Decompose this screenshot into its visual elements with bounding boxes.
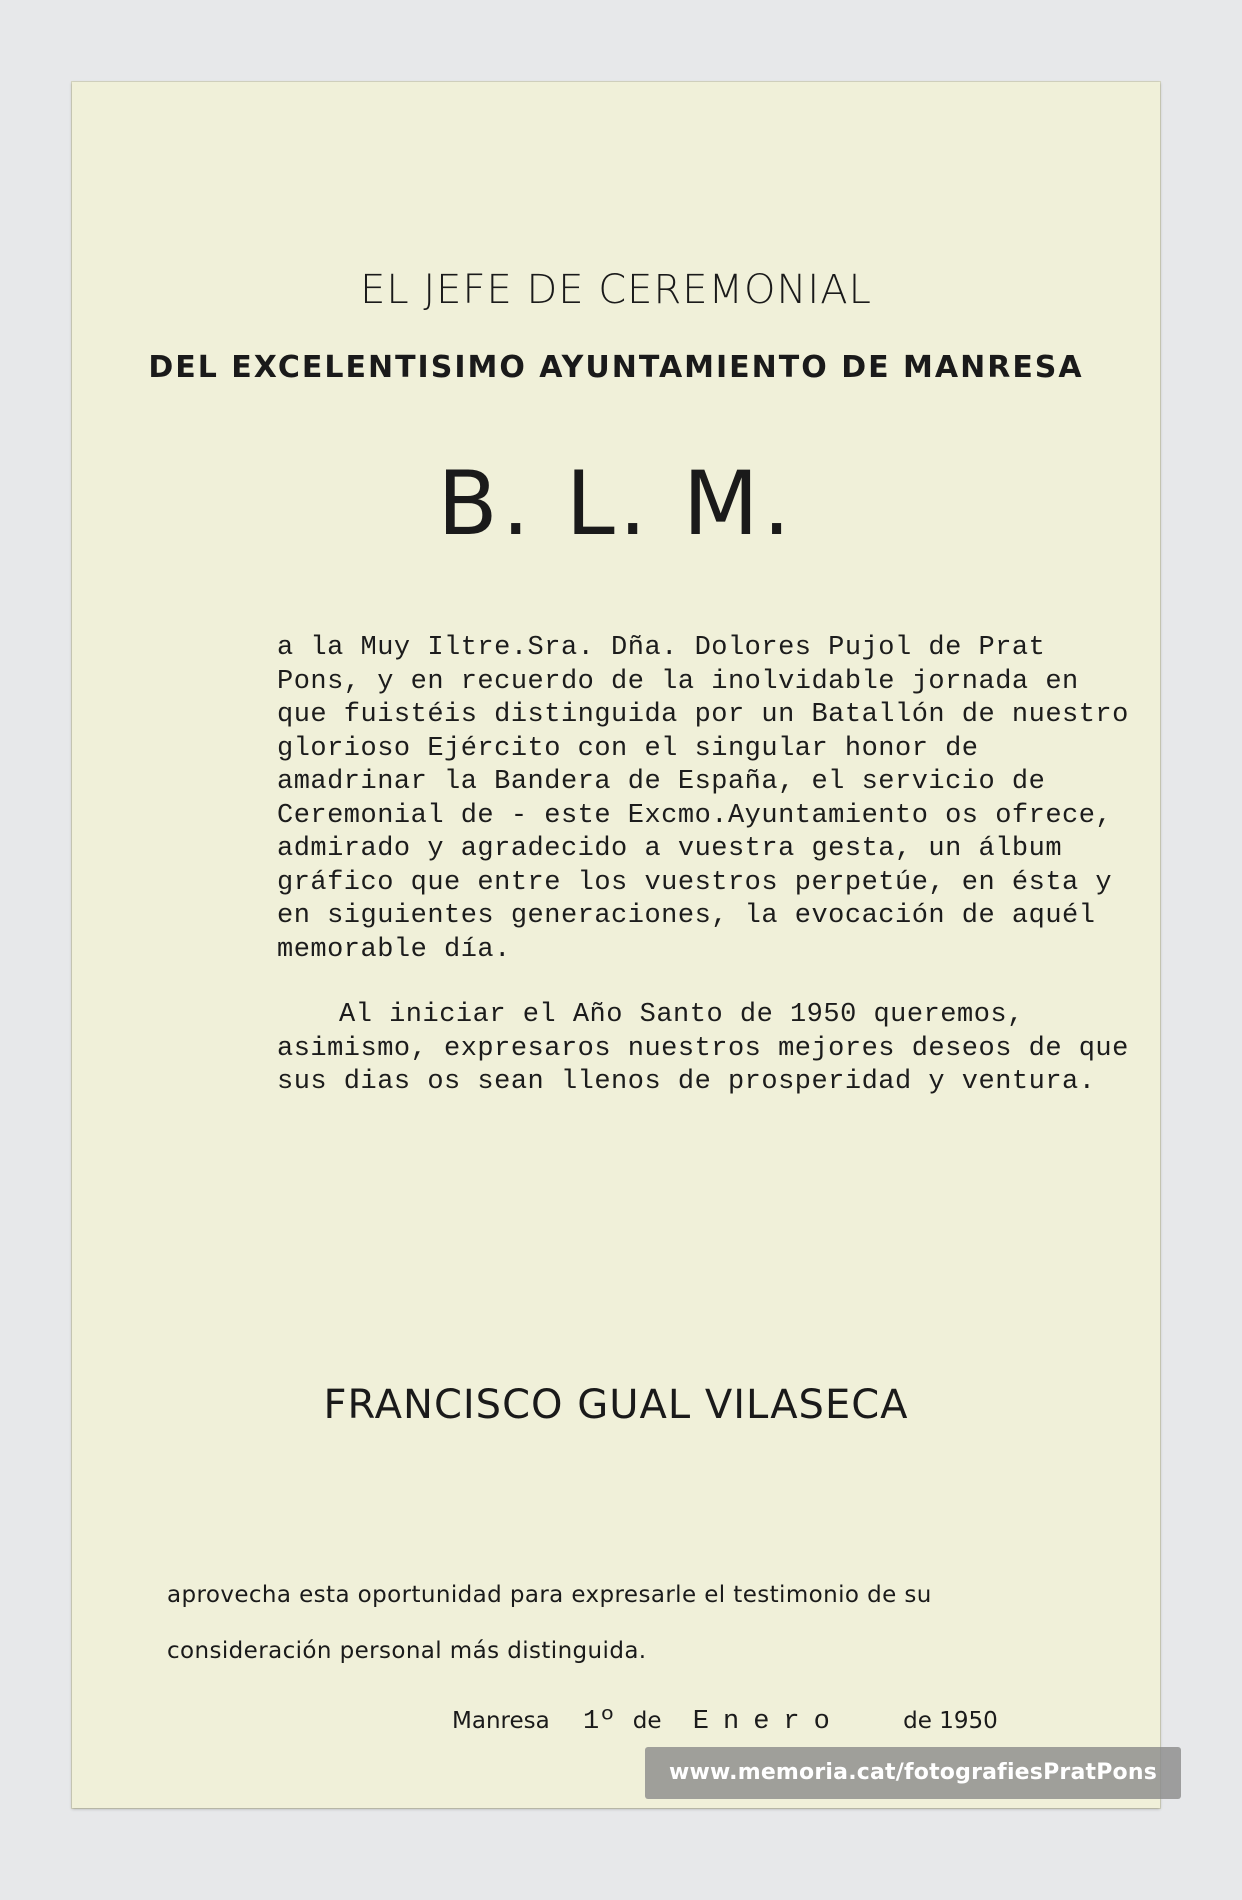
watermark-banner: www.memoria.cat/fotografiesPratPons: [645, 1747, 1181, 1799]
signer-name: FRANCISCO GUAL VILASECA: [323, 1382, 909, 1428]
date-month: Enero: [692, 1707, 844, 1737]
blm-initials: B. L. M.: [437, 452, 795, 555]
header-title: EL JEFE DE CEREMONIAL: [360, 267, 872, 313]
closing-line-1: aprovecha esta oportunidad para expresarle el testimonio de su: [167, 1582, 932, 1608]
date-line: [452, 1707, 998, 1737]
closing-text: [167, 1567, 1067, 1679]
date-year: 1950: [939, 1708, 998, 1734]
date-de-1: de: [632, 1708, 662, 1734]
body-text: [277, 632, 1137, 1100]
closing-line-2: consideración personal más distinguida.: [167, 1638, 647, 1664]
body-paragraph-2: Al iniciar el Año Santo de 1950 queremos, asimismo, expresaros nuestros mejores deseos de que sus dias os sean llenos de prosperidad y ventura.: [277, 1000, 1129, 1097]
date-day: 1º: [583, 1707, 616, 1737]
body-paragraph-1: a la Muy Iltre.Sra. Dña. Dolores Pujol de Prat Pons, y en recuerdo de la inolvidable jornada en que fuistéis distinguida por un Batallón de nuestro glorioso Ejército con el singular honor de amadrinar la Bandera de España, el servicio de Ceremonial de - este Excmo.Ayuntamiento os ofrece, admirado y agradecido a vuestra gesta, un álbum gráfico que entre los vuestros perpetúe, en ésta y en siguientes generaciones, la evocación de aquél memorable día.: [277, 633, 1129, 965]
invitation-card: [72, 82, 1160, 1808]
date-de-2: de: [903, 1708, 932, 1734]
header-subtitle: DEL EXCELENTISIMO AYUNTAMIENTO DE MANRESA: [148, 350, 1084, 385]
date-city: Manresa: [452, 1708, 550, 1734]
